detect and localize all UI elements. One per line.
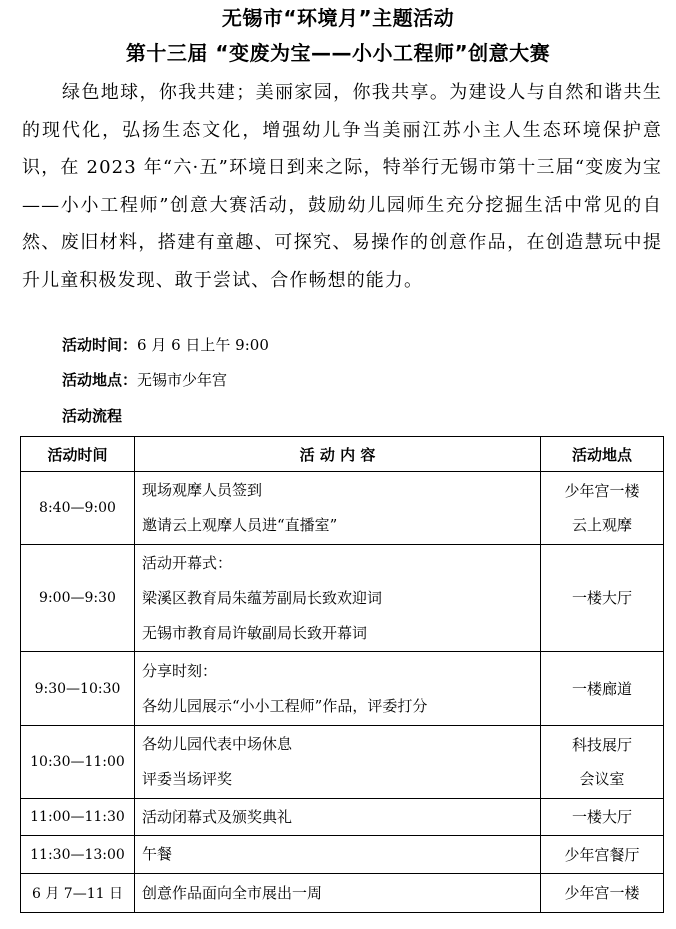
table-row xyxy=(21,472,664,545)
content-line: 梁溪区教育局朱蕴芳副局长致欢迎词 xyxy=(142,588,383,607)
place-line: 少年宫一楼 xyxy=(564,884,640,902)
activity-place-label: 活动地点： xyxy=(62,371,138,389)
activity-flow-label: 活动流程 xyxy=(62,407,123,425)
row-content xyxy=(135,472,541,545)
table-row xyxy=(21,836,664,874)
row-content xyxy=(135,836,541,874)
content-line: 活动闭幕式及颁奖典礼 xyxy=(142,807,293,826)
activity-time-value: 6 月 6 日上午 9:00 xyxy=(137,336,269,354)
row-place xyxy=(541,726,664,799)
title-line-1: 无锡市“环境月”主题活动 xyxy=(221,6,455,30)
row-time: 10:30—11:00 xyxy=(21,726,135,799)
header-place: 活动地点 xyxy=(541,437,664,472)
place-line: 云上观摩 xyxy=(571,516,632,534)
intro-paragraph: 绿色地球，你我共建；美丽家园，你我共享。为建设人与自然和谐共生的现代化，弘扬生态文化，增强幼儿争当美丽江苏小主人生态环境保护意识，在 2023 年“六·五”环境日到来之际，特举行无锡市第十三届“变废为宝——小小工程师”创意大赛活动，鼓励幼儿园师生充分挖掘生活中常见的自然、废旧材料，搭建有童趣、可探究、易操作的创意作品，在创造慧玩中提升儿童积极发现、敢于尝试、合作畅想的能力。 xyxy=(22,82,662,291)
row-time: 8:40—9:00 xyxy=(21,472,135,545)
row-place xyxy=(541,874,664,913)
place-line: 会议室 xyxy=(579,770,625,788)
content-line: 邀请云上观摩人员进“直播室” xyxy=(142,516,338,534)
content-line: 创意作品面向全市展出一周 xyxy=(142,883,323,902)
table-row xyxy=(21,799,664,836)
row-content xyxy=(135,652,541,726)
row-place xyxy=(541,545,664,652)
table-row xyxy=(21,652,664,726)
row-content xyxy=(135,799,541,836)
content-line: 评委当场评奖 xyxy=(142,770,233,788)
row-time: 11:00—11:30 xyxy=(21,799,135,836)
row-content xyxy=(135,545,541,652)
row-time: 9:00—9:30 xyxy=(21,545,135,652)
place-line: 少年宫餐厅 xyxy=(564,845,640,864)
content-line: 活动开幕式： xyxy=(142,553,233,572)
place-line: 少年宫一楼 xyxy=(564,482,640,500)
title-line-2: 第十三届 “变废为宝——小小工程师”创意大赛 xyxy=(125,41,551,65)
row-time: 9:30—10:30 xyxy=(21,652,135,726)
table-row xyxy=(21,545,664,652)
table-row xyxy=(21,726,664,799)
activity-time-label: 活动时间： xyxy=(62,336,138,354)
content-line: 各幼儿园代表中场休息 xyxy=(142,735,293,753)
header-content: 活 动 内 容 xyxy=(135,437,541,472)
place-line: 一楼大厅 xyxy=(571,589,632,607)
header-time: 活动时间 xyxy=(21,437,135,472)
activity-place xyxy=(62,369,227,391)
activity-place-value: 无锡市少年宫 xyxy=(137,371,228,389)
schedule-table xyxy=(20,436,664,913)
activity-time xyxy=(62,334,269,356)
row-place xyxy=(541,836,664,874)
content-line: 各幼儿园展示“小小工程师”作品，评委打分 xyxy=(142,696,428,715)
content-line: 无锡市教育局许敏副局长致开幕词 xyxy=(142,623,368,642)
schedule-body xyxy=(21,472,664,913)
table-row xyxy=(21,874,664,913)
place-line: 科技展厅 xyxy=(571,736,632,754)
place-line: 一楼廊道 xyxy=(571,679,632,698)
content-line: 午餐 xyxy=(142,845,173,863)
row-place xyxy=(541,472,664,545)
row-time: 6 月 7—11 日 xyxy=(21,874,135,913)
row-place xyxy=(541,799,664,836)
place-line: 一楼大厅 xyxy=(571,808,632,826)
row-content xyxy=(135,874,541,913)
row-time: 11:30—13:00 xyxy=(21,836,135,874)
content-line: 现场观摩人员签到 xyxy=(142,481,263,499)
row-place xyxy=(541,652,664,726)
table-header-row xyxy=(21,437,664,472)
content-line: 分享时刻： xyxy=(142,661,218,680)
row-content xyxy=(135,726,541,799)
